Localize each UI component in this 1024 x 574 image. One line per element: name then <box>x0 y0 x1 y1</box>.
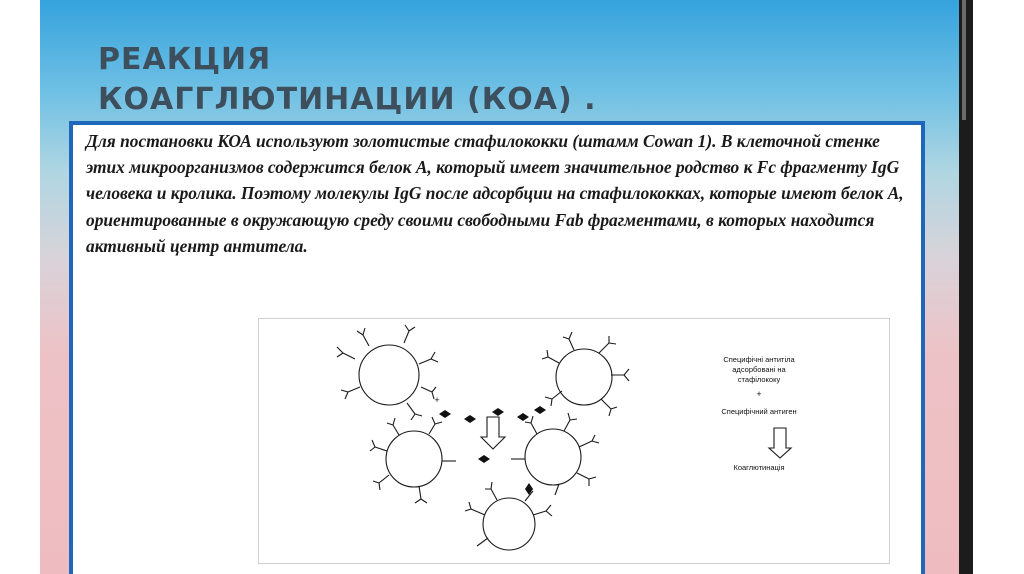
antibody-spikes <box>542 332 629 416</box>
scrollbar-thumb[interactable] <box>962 0 966 120</box>
content-frame <box>69 121 925 574</box>
legend-arrow <box>769 428 791 458</box>
legend-antibodies <box>689 355 829 385</box>
antigen-diamond <box>464 415 476 423</box>
legend-antigen: Специфічний антиген <box>721 407 797 416</box>
slide-title <box>98 40 597 120</box>
title-line-2: КОАГГЛЮТИНАЦИИ (КОА) . <box>98 82 597 117</box>
antigen-diamond <box>478 455 490 463</box>
antibody-spikes <box>465 482 552 546</box>
antibody-spikes <box>337 325 438 420</box>
staph-cell <box>483 498 535 550</box>
reaction-arrow <box>481 417 505 449</box>
plus-sign: + <box>434 395 440 405</box>
slide <box>40 0 959 574</box>
staph-cell <box>556 349 612 405</box>
antigen-diamond <box>439 410 451 418</box>
staph-cell <box>386 431 442 487</box>
staph-cell <box>525 429 581 485</box>
staph-cell <box>359 345 419 405</box>
legend-line-1: Специфічні антитіла <box>723 355 795 364</box>
antigen-diamond <box>492 408 504 416</box>
antigen-diamond <box>517 413 529 421</box>
legend-plus: + <box>756 389 762 399</box>
body-paragraph: Для постановки КОА используют золотистые стафилококки (штамм Cowan 1). В клеточной стенке этих микроорганизмов содержится белок А, который имеет значительное родство к Fc фрагменту IgG человека и кролика. Поэтому молекулы IgG после адсорбции на стафилококках, которые имеют белок А, ориентированные в окружающую среду своими свободными Fab фрагментами, в которых находится активный центр антитела. <box>86 131 904 256</box>
antibody-spikes <box>511 413 599 495</box>
page-margin <box>973 0 1024 574</box>
title-line-1: РЕАКЦИЯ <box>98 42 272 77</box>
legend-result: Коаглютинація <box>733 463 785 472</box>
legend-line-3: стафілококу <box>737 375 781 384</box>
antigen-diamond <box>534 406 546 414</box>
legend-line-2: адсорбовані на <box>732 365 786 374</box>
antibody-spikes <box>370 417 456 503</box>
coagglutination-diagram <box>258 318 890 564</box>
